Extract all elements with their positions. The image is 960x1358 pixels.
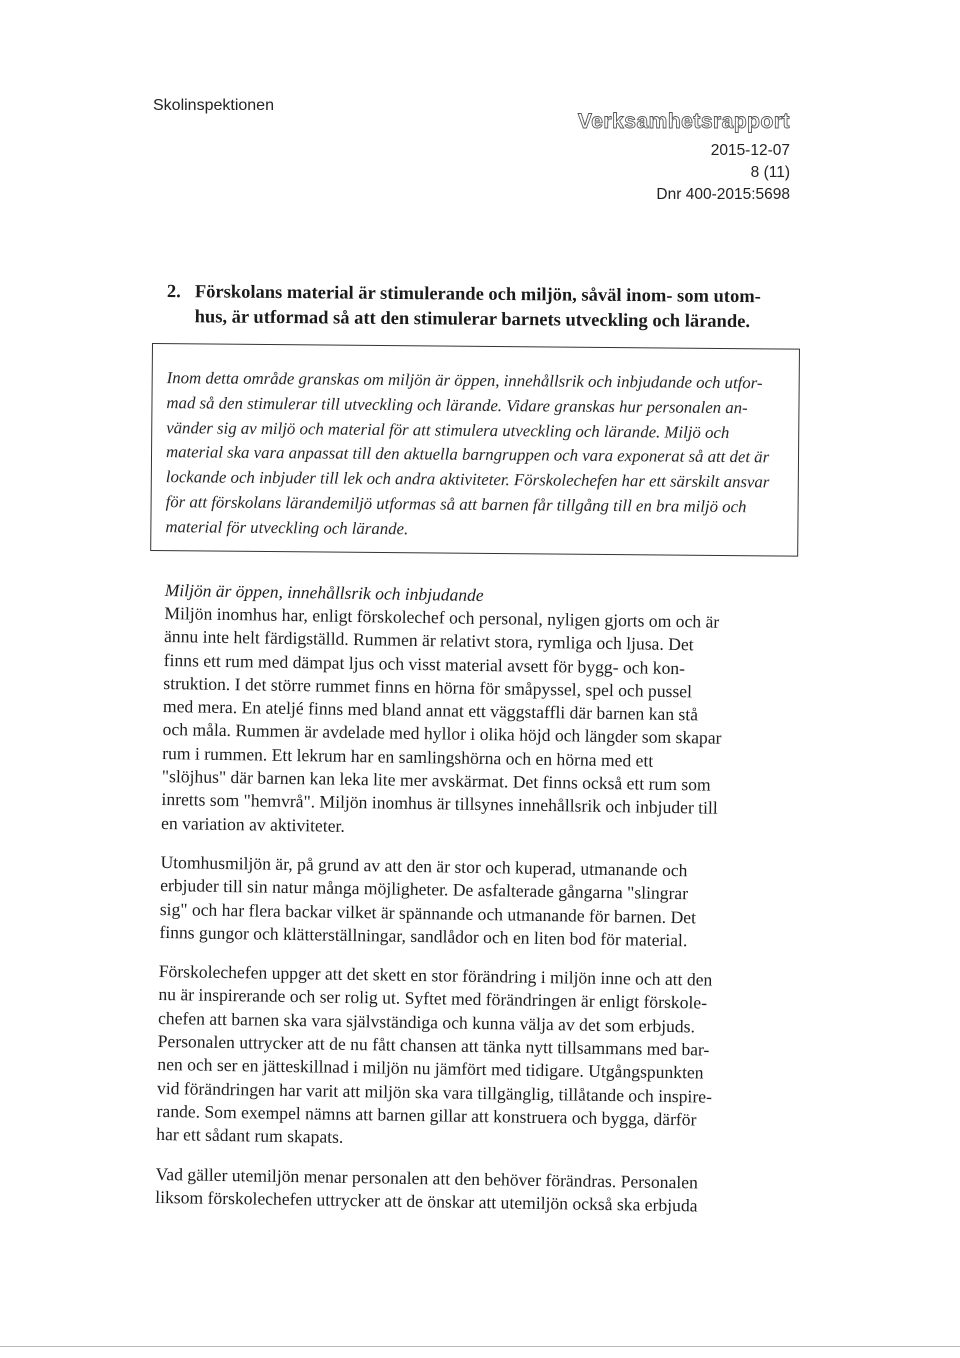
- text-line: finns ett rum med dämpat ljus och visst material avsett för bygg- och kon-: [163, 649, 686, 678]
- text-line: rande. Som exempel nämns att barnen gillar att konstruera och bygga, därför: [156, 1100, 697, 1130]
- document-header: [430, 110, 790, 206]
- text-line: Miljön inomhus har, enligt förskolechef och personal, nyligen gjorts om och är: [164, 602, 720, 632]
- organization-name: Skolinspektionen: [153, 97, 274, 114]
- dnr-number: Dnr 400-2015:5698: [656, 186, 790, 203]
- paragraph-indoor: [161, 602, 805, 845]
- report-date: 2015-12-07: [710, 142, 790, 159]
- text-line: Personalen uttrycker att de nu fått chansen att tänka nytt tillsammans med bar-: [157, 1030, 710, 1060]
- text-line: erbjuder till sin natur många möjligheter. De asfalterade gångarna "slingrar: [160, 875, 689, 904]
- text-line: vid förändringen har varit att miljön ska vara tillgänglig, tillåtande och inspire-: [156, 1077, 713, 1107]
- text-line: rum i rummen. Ett lekrum har en samlingshörna och en hörna med ett: [162, 742, 654, 771]
- criteria-line: för att förskolans lärandemiljö utformas så att barnen får tillgång till en bra miljö och: [165, 492, 747, 517]
- text-line: liksom förskolechefen uttrycker att de önskar att utemiljön också ska erbjuda: [155, 1186, 698, 1216]
- paragraph-change: [156, 960, 799, 1156]
- text-line: Utomhusmiljön är, på grund av att den är stor och kuperad, utmanande och: [160, 851, 688, 881]
- section-title-line-1: Förskolans material är stimulerande och miljön, såväl inom- som utom-: [194, 282, 761, 308]
- page-number: 8 (11): [750, 164, 790, 181]
- criteria-line: mad så den stimulerar till utveckling och lärande. Vidare granskas hur personalen an-: [166, 392, 748, 417]
- body-text: [155, 578, 805, 1235]
- text-line: med mera. En ateljé finns med bland annat ett väggstaffli där barnen kan stå: [162, 696, 699, 725]
- text-line: sig" och har flera backar vilket är spännande och utmanande för barnen. Det: [159, 898, 697, 927]
- text-line: nu är inspirerande och ser rolig ut. Syftet med förändringen är enligt förskole-: [158, 984, 708, 1014]
- text-line: finns gungor och klätterställningar, sandlådor och en liten bod för material.: [159, 921, 688, 951]
- section-heading: [167, 280, 807, 336]
- subheading: Miljön är öppen, innehållsrik och inbjudande: [164, 579, 484, 606]
- text-line: chefen att barnen ska vara självständiga och kunna välja av det som erbjuds.: [157, 1007, 696, 1037]
- criteria-line: lockande och inbjuder till lek och andra aktiviteter. Förskolechefen har ett särskilt ansvar: [165, 467, 770, 492]
- criteria-line: Inom detta område granskas om miljön är öppen, innehållsrik och inbjudande och utfor-: [166, 368, 763, 393]
- text-line: en variation av aktiviteter.: [160, 812, 345, 836]
- text-line: nen och ser en jätteskillnad i miljön nu jämfört med tidigare. Utgångspunkten: [157, 1054, 704, 1083]
- text-line: Förskolechefen uppger att det skett en stor förändring i miljön inne och att den: [158, 961, 713, 990]
- report-title: Verksamhetsrapport: [577, 110, 790, 133]
- paragraph-outdoor-change: [155, 1162, 796, 1219]
- criteria-line: material för utveckling och lärande.: [165, 516, 409, 539]
- text-line: inretts som "hemvrå". Miljön inomhus är tillsynes innehållsrik och inbjuder till: [161, 789, 718, 819]
- text-line: "slöjhus" där barnen kan leka lite mer avskärmat. Det finns också ett rum som: [161, 766, 711, 795]
- text-line: och måla. Rummen är avdelade med hyllor i olika höjd och längder som skapar: [162, 719, 722, 749]
- criteria-box: [150, 343, 800, 557]
- criteria-line: vänder sig av miljö och material för att stimulera utveckling och lärande. Miljö och: [166, 417, 730, 442]
- text-line: har ett sådant rum skapats.: [156, 1124, 344, 1148]
- scan-edge-line: [0, 1346, 960, 1347]
- text-line: struktion. I det större rummet finns en hörna för småpyssel, spel och pussel: [163, 672, 693, 702]
- section-title-line-2: hus, är utformad så att den stimulerar barnets utveckling och lärande.: [194, 307, 751, 333]
- text-line: ännu inte helt färdigställd. Rummen är relativt stora, rymliga och ljusa. Det: [163, 626, 694, 655]
- criteria-line: material ska vara anpassat till den aktuella barngruppen och vara exponerat så att det är: [165, 442, 770, 467]
- section-number: 2.: [166, 281, 181, 303]
- text-line: Vad gäller utemiljön menar personalen att den behöver förändras. Personalen: [155, 1163, 699, 1192]
- paragraph-outdoor: [159, 851, 800, 954]
